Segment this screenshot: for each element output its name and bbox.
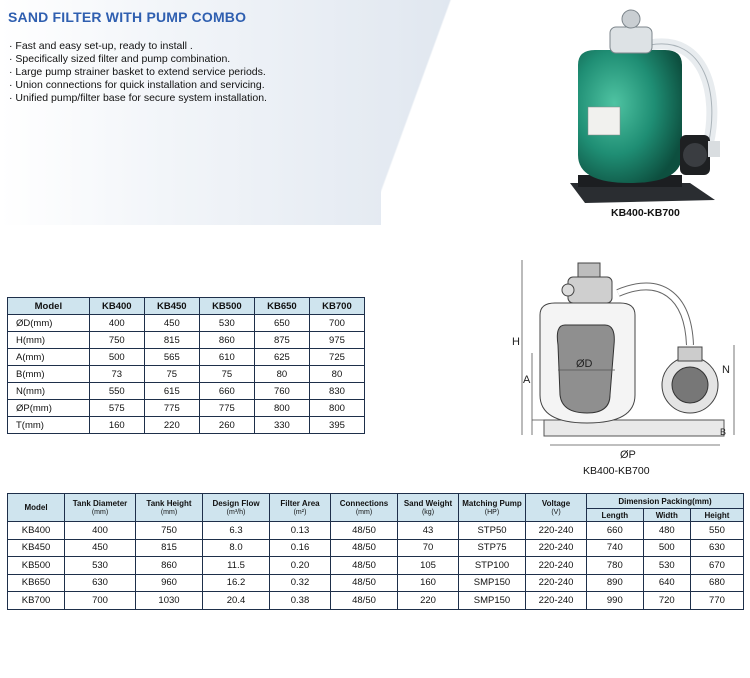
dimension-label-b: B xyxy=(720,427,727,437)
detail-header-unit: (HP) xyxy=(484,508,500,516)
detail-cell: 750 xyxy=(136,522,203,540)
spec-table-header-row xyxy=(8,298,365,315)
detail-cell: KB500 xyxy=(8,557,65,575)
spec-cell: 625 xyxy=(254,349,309,366)
detail-header-text: Filter Area xyxy=(280,498,320,508)
spec-cell: 700 xyxy=(309,315,364,332)
detail-cell: 43 xyxy=(398,522,459,540)
table-row xyxy=(8,592,744,610)
spec-header-cell: KB400 xyxy=(89,298,144,315)
spec-cell: 800 xyxy=(254,400,309,417)
detail-cell: 0.13 xyxy=(270,522,331,540)
detail-header-text: Tank Diameter xyxy=(72,498,128,508)
detail-cell: 16.2 xyxy=(203,574,270,592)
table-row xyxy=(8,349,365,366)
detail-cell: 680 xyxy=(690,574,743,592)
detail-header-text: Sand Weight xyxy=(403,498,453,508)
detail-header-text: Model xyxy=(24,503,48,512)
table-row xyxy=(8,574,744,592)
feature-item: · Specifically sized filter and pump combination. xyxy=(9,53,267,66)
table-row xyxy=(8,400,365,417)
detail-cell: KB450 xyxy=(8,539,65,557)
detail-cell: 640 xyxy=(643,574,690,592)
spec-cell: 73 xyxy=(89,366,144,383)
detail-cell: 990 xyxy=(587,592,644,610)
feature-item: · Large pump strainer basket to extend service periods. xyxy=(9,66,267,79)
spec-cell: 500 xyxy=(89,349,144,366)
detail-cell: 530 xyxy=(643,557,690,575)
dimension-label-d: ØD xyxy=(576,358,593,370)
dimension-label-h: H xyxy=(512,336,520,348)
spec-cell: 760 xyxy=(254,383,309,400)
table-row xyxy=(8,557,744,575)
detail-header-unit: (V) xyxy=(551,508,561,516)
detail-header-row xyxy=(8,494,744,509)
detail-header-text: Design Flow xyxy=(212,498,260,508)
spec-cell: 830 xyxy=(309,383,364,400)
detail-cell: 220 xyxy=(398,592,459,610)
detail-header-cell xyxy=(65,494,136,522)
spec-header-cell: KB700 xyxy=(309,298,364,315)
detail-cell: 8.0 xyxy=(203,539,270,557)
detail-cell: 20.4 xyxy=(203,592,270,610)
detail-cell: 220-240 xyxy=(526,592,587,610)
detail-cell: 670 xyxy=(690,557,743,575)
spec-header-cell: KB450 xyxy=(144,298,199,315)
detail-cell: 815 xyxy=(136,539,203,557)
detail-table xyxy=(7,493,744,610)
packing-header: Dimension Packing(mm) xyxy=(587,494,744,509)
detail-cell: 0.32 xyxy=(270,574,331,592)
detail-cell: 500 xyxy=(643,539,690,557)
detail-cell: KB700 xyxy=(8,592,65,610)
spec-cell: 80 xyxy=(309,366,364,383)
dimension-label-n: N xyxy=(722,364,730,376)
detail-cell: 890 xyxy=(587,574,644,592)
table-row xyxy=(8,332,365,349)
detail-cell: KB400 xyxy=(8,522,65,540)
spec-header-cell: KB650 xyxy=(254,298,309,315)
detail-cell: 160 xyxy=(398,574,459,592)
detail-cell: 220-240 xyxy=(526,539,587,557)
spec-cell: 530 xyxy=(199,315,254,332)
spec-cell: 610 xyxy=(199,349,254,366)
detail-header-cell xyxy=(8,494,65,522)
spec-cell: 775 xyxy=(144,400,199,417)
spec-row-label: A(mm) xyxy=(8,349,90,366)
page-title: SAND FILTER WITH PUMP COMBO xyxy=(8,9,247,25)
spec-table xyxy=(7,297,365,434)
table-row xyxy=(8,315,365,332)
dimension-label-p: ØP xyxy=(620,449,636,460)
spec-cell: 975 xyxy=(309,332,364,349)
spec-cell: 75 xyxy=(144,366,199,383)
dimension-label-a: A xyxy=(523,374,531,386)
detail-cell: 70 xyxy=(398,539,459,557)
table-row xyxy=(8,366,365,383)
detail-header-cell xyxy=(526,494,587,522)
photo-caption: KB400-KB700 xyxy=(611,207,680,219)
detail-cell: 220-240 xyxy=(526,574,587,592)
detail-cell: 960 xyxy=(136,574,203,592)
detail-header-unit: (mm) xyxy=(355,508,373,516)
detail-cell: SMP150 xyxy=(459,592,526,610)
detail-cell: SMP150 xyxy=(459,574,526,592)
detail-cell: 660 xyxy=(587,522,644,540)
spec-cell: 395 xyxy=(309,417,364,434)
detail-header-cell xyxy=(136,494,203,522)
detail-cell: 0.16 xyxy=(270,539,331,557)
detail-cell: 480 xyxy=(643,522,690,540)
detail-cell: KB650 xyxy=(8,574,65,592)
detail-header-unit: (mm) xyxy=(91,508,109,516)
detail-cell: 400 xyxy=(65,522,136,540)
table-row xyxy=(8,417,365,434)
feature-item: · Unified pump/filter base for secure system installation. xyxy=(9,92,267,105)
detail-cell: STP75 xyxy=(459,539,526,557)
product-photo xyxy=(530,5,720,205)
detail-header-cell xyxy=(459,494,526,522)
detail-header-text: Tank Height xyxy=(146,498,192,508)
spec-header-cell: KB500 xyxy=(199,298,254,315)
spec-cell: 650 xyxy=(254,315,309,332)
detail-cell: 220-240 xyxy=(526,522,587,540)
packing-sub-length: Length xyxy=(587,509,644,522)
detail-header-unit: (m³/h) xyxy=(226,508,246,516)
detail-header-unit: (m²) xyxy=(293,508,307,516)
detail-header-text: Matching Pump xyxy=(462,498,522,508)
spec-cell: 815 xyxy=(144,332,199,349)
detail-header-unit: (mm) xyxy=(160,508,178,516)
spec-cell: 725 xyxy=(309,349,364,366)
spec-row-label: T(mm) xyxy=(8,417,90,434)
spec-cell: 400 xyxy=(89,315,144,332)
detail-cell: 6.3 xyxy=(203,522,270,540)
spec-row-label: H(mm) xyxy=(8,332,90,349)
detail-cell: 105 xyxy=(398,557,459,575)
detail-cell: STP50 xyxy=(459,522,526,540)
detail-cell: 0.38 xyxy=(270,592,331,610)
detail-cell: 11.5 xyxy=(203,557,270,575)
detail-cell: 530 xyxy=(65,557,136,575)
diagram-caption: KB400-KB700 xyxy=(583,465,650,477)
detail-cell: 550 xyxy=(690,522,743,540)
detail-cell: 700 xyxy=(65,592,136,610)
detail-cell: 770 xyxy=(690,592,743,610)
spec-row-label: N(mm) xyxy=(8,383,90,400)
detail-header-cell xyxy=(398,494,459,522)
detail-cell: 48/50 xyxy=(331,557,398,575)
spec-row-label: ØP(mm) xyxy=(8,400,90,417)
detail-cell: 48/50 xyxy=(331,574,398,592)
detail-cell: 48/50 xyxy=(331,592,398,610)
detail-header-unit: (kg) xyxy=(421,508,435,516)
detail-header-text: Connections xyxy=(339,498,389,508)
feature-item: · Union connections for quick installation and servicing. xyxy=(9,79,267,92)
detail-cell: 48/50 xyxy=(331,539,398,557)
header-band xyxy=(0,0,470,225)
spec-cell: 160 xyxy=(89,417,144,434)
packing-sub-width: Width xyxy=(643,509,690,522)
spec-cell: 775 xyxy=(199,400,254,417)
detail-cell: 0.20 xyxy=(270,557,331,575)
spec-cell: 750 xyxy=(89,332,144,349)
spec-cell: 615 xyxy=(144,383,199,400)
spec-cell: 860 xyxy=(199,332,254,349)
detail-cell: STP100 xyxy=(459,557,526,575)
spec-cell: 565 xyxy=(144,349,199,366)
feature-item: · Fast and easy set-up, ready to install . xyxy=(9,40,267,53)
table-row xyxy=(8,539,744,557)
detail-header-text: Voltage xyxy=(541,498,571,508)
dimension-diagram xyxy=(510,245,740,460)
spec-cell: 575 xyxy=(89,400,144,417)
table-row xyxy=(8,522,744,540)
spec-cell: 875 xyxy=(254,332,309,349)
detail-cell: 630 xyxy=(65,574,136,592)
detail-cell: 48/50 xyxy=(331,522,398,540)
spec-row-label: B(mm) xyxy=(8,366,90,383)
detail-cell: 1030 xyxy=(136,592,203,610)
detail-header-cell xyxy=(331,494,398,522)
detail-cell: 860 xyxy=(136,557,203,575)
spec-cell: 330 xyxy=(254,417,309,434)
detail-cell: 720 xyxy=(643,592,690,610)
spec-cell: 260 xyxy=(199,417,254,434)
detail-cell: 220-240 xyxy=(526,557,587,575)
detail-cell: 780 xyxy=(587,557,644,575)
feature-list xyxy=(9,40,267,105)
detail-cell: 450 xyxy=(65,539,136,557)
spec-cell: 660 xyxy=(199,383,254,400)
spec-cell: 550 xyxy=(89,383,144,400)
spec-header-cell: Model xyxy=(8,298,90,315)
spec-cell: 75 xyxy=(199,366,254,383)
spec-cell: 450 xyxy=(144,315,199,332)
spec-cell: 220 xyxy=(144,417,199,434)
spec-row-label: ØD(mm) xyxy=(8,315,90,332)
spec-cell: 800 xyxy=(309,400,364,417)
detail-header-cell xyxy=(270,494,331,522)
table-row xyxy=(8,383,365,400)
detail-cell: 740 xyxy=(587,539,644,557)
spec-cell: 80 xyxy=(254,366,309,383)
packing-sub-height: Height xyxy=(690,509,743,522)
detail-cell: 630 xyxy=(690,539,743,557)
detail-header-cell xyxy=(203,494,270,522)
